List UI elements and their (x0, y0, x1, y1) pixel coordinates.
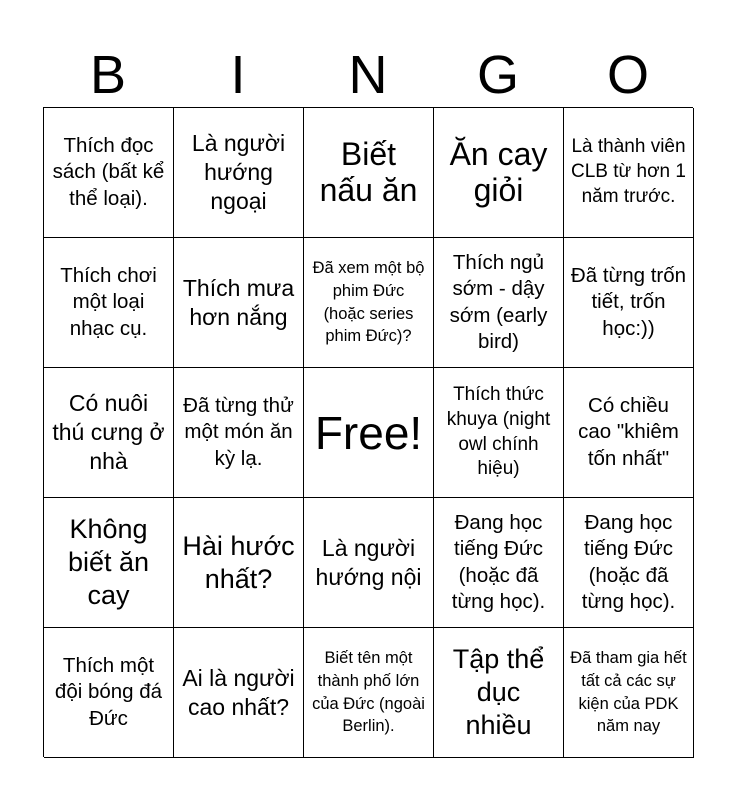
bingo-cell-r2c1[interactable] (44, 238, 174, 368)
bingo-cell-r4c2[interactable] (174, 498, 304, 628)
bingo-cell-text: Đang học tiếng Đức (hoặc đã từng học). (451, 510, 546, 613)
bingo-cell-r1c1[interactable] (44, 108, 174, 238)
bingo-cell-r3c2[interactable] (174, 368, 304, 498)
bingo-cell-r2c2[interactable] (174, 238, 304, 368)
bingo-cell-text: Ăn cay giỏi (449, 135, 548, 208)
bingo-grid (43, 107, 693, 757)
header-letter-b: B (89, 45, 127, 105)
header-letter-i: I (230, 45, 246, 105)
bingo-cell-text: Đang học tiếng Đức (hoặc đã từng học). (581, 510, 676, 613)
bingo-cell-r1c2[interactable] (174, 108, 304, 238)
bingo-cell-text: Tập thể dục nhiều (452, 644, 545, 740)
bingo-cell-r4c5[interactable] (564, 498, 694, 628)
bingo-cell-text: Thích đọc sách (bất kể thể loại). (52, 133, 165, 210)
bingo-cell-text: Biết nấu ăn (319, 135, 418, 208)
header-letter-o: O (606, 45, 649, 105)
bingo-cell-free[interactable] (304, 368, 434, 498)
bingo-cell-r1c4[interactable] (434, 108, 564, 238)
bingo-cell-text: Là người hướng nội (315, 534, 422, 590)
bingo-cell-r4c4[interactable] (434, 498, 564, 628)
bingo-cell-text: Biết tên một thành phố lớn của Đức (ngoài Berlin). (312, 648, 425, 736)
bingo-cell-r2c4[interactable] (434, 238, 564, 368)
bingo-cell-text: Đã tham gia hết tất cả các sự kiện của PDK năm nay (570, 648, 687, 736)
bingo-cell-text: Thích thức khuya (night owl chính hiệu) (446, 384, 551, 480)
bingo-cell-r5c1[interactable] (44, 628, 174, 758)
bingo-cell-text: Đã từng trốn tiết, trốn học:)) (570, 263, 687, 340)
bingo-cell-r4c3[interactable] (304, 498, 434, 628)
bingo-cell-text: Có chiều cao "khiêm tốn nhất" (578, 393, 679, 470)
bingo-cell-r2c3[interactable] (304, 238, 434, 368)
bingo-header (43, 44, 693, 106)
bingo-cell-r3c4[interactable] (434, 368, 564, 498)
bingo-cell-r5c3[interactable] (304, 628, 434, 758)
bingo-cell-r5c4[interactable] (434, 628, 564, 758)
bingo-cell-r1c5[interactable] (564, 108, 694, 238)
header-letter-n: N (348, 45, 388, 105)
bingo-cell-r1c3[interactable] (304, 108, 434, 238)
bingo-cell-r3c1[interactable] (44, 368, 174, 498)
bingo-cell-text: Đã từng thử một món ăn kỳ lạ. (183, 393, 294, 470)
bingo-cell-text: Ai là người cao nhất? (182, 664, 295, 720)
bingo-cell-text: Là thành viên CLB từ hơn 1 năm trước. (571, 136, 686, 207)
bingo-cell-r2c5[interactable] (564, 238, 694, 368)
bingo-cell-text: Thích một đội bóng đá Đức (54, 653, 163, 730)
bingo-cell-text: Thích chơi một loại nhạc cụ. (60, 263, 157, 340)
bingo-cell-r3c5[interactable] (564, 368, 694, 498)
bingo-cell-text: Đã xem một bộ phim Đức (hoặc series phim Đức)? (312, 258, 425, 346)
bingo-cell-r5c5[interactable] (564, 628, 694, 758)
header-letter-g: G (476, 45, 519, 105)
bingo-cell-text: Hài hước nhất? (182, 530, 295, 594)
bingo-cell-text: Là người hướng ngoại (191, 130, 286, 214)
bingo-cell-text: Có nuôi thú cưng ở nhà (52, 390, 165, 474)
bingo-cell-r4c1[interactable] (44, 498, 174, 628)
free-space-label: Free! (314, 406, 423, 459)
bingo-cell-text: Thích mưa hơn nắng (182, 274, 295, 330)
bingo-cell-text: Thích ngủ sớm - dậy sớm (early bird) (449, 250, 548, 353)
bingo-cell-r5c2[interactable] (174, 628, 304, 758)
bingo-cell-text: Không biết ăn cay (67, 514, 150, 610)
